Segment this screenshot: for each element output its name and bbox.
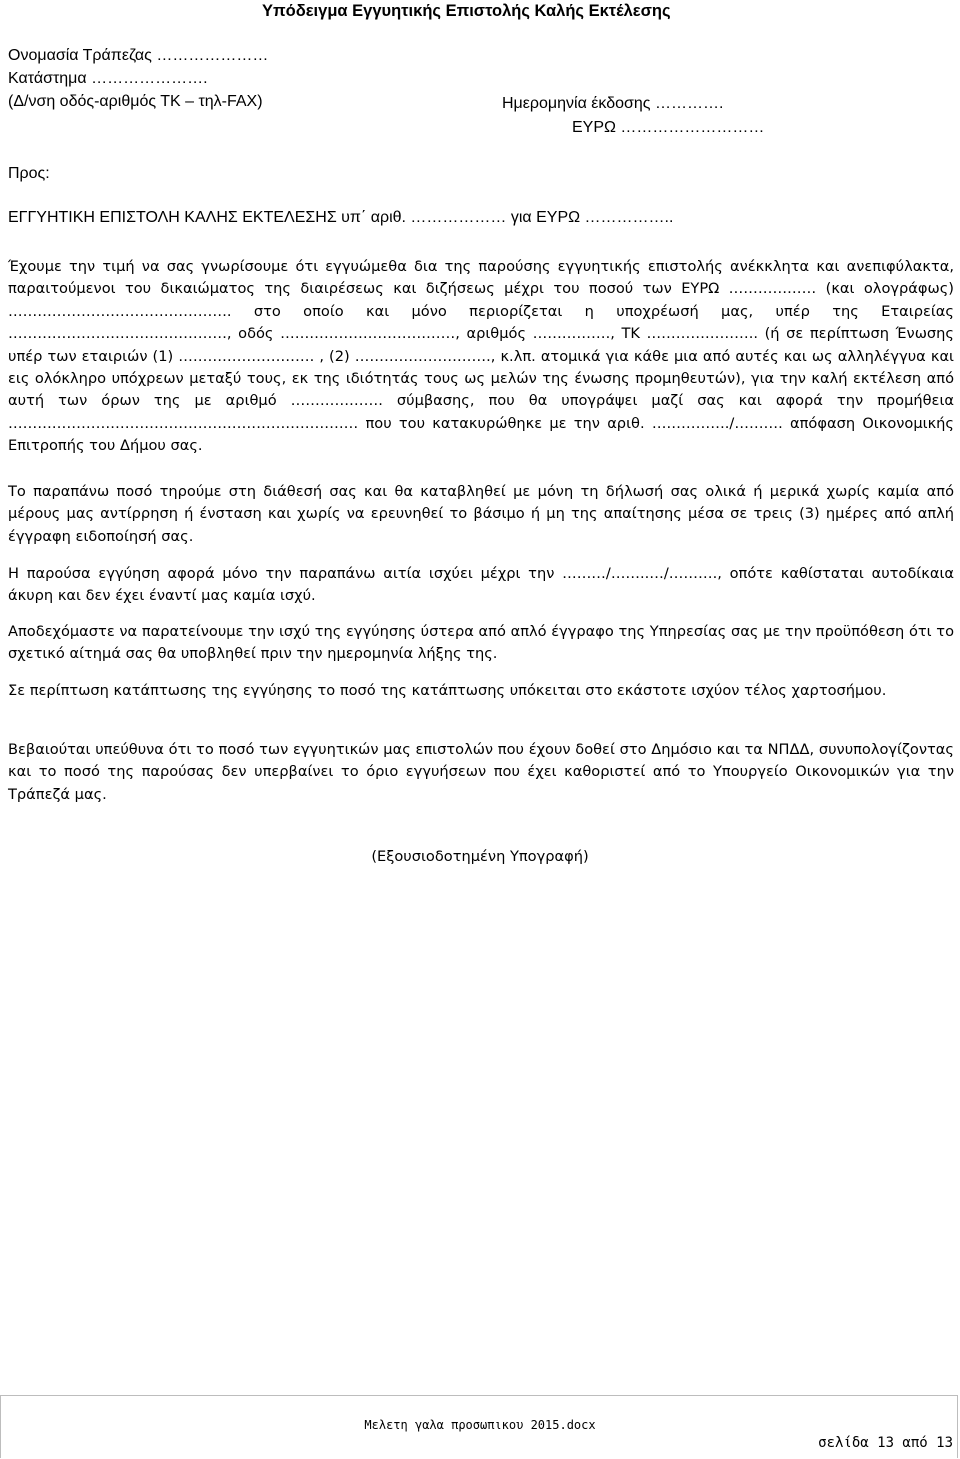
stamp-duty-paragraph: Σε περίπτωση κατάπτωσης της εγγύησης το ποσό της κατάπτωσης υπόκειται στο εκάστοτε ισχύον τέλος χαρτοσήμου. [8,682,887,699]
amount-euro-line: ΕΥΡΩ ……………………… [572,119,765,136]
recipient-label: Προς: [8,165,50,182]
document-title: Υπόδειγμα Εγγυητικής Επιστολής Καλής Εκτέλεσης [262,2,671,20]
guarantee-paragraph: Έχουμε την τιμή να σας γνωρίσουμε ότι εγγυώμεθα δια της παρούσης εγγυητικής επιστολής ανέκκλητα και ανεπιφύλακτα, παραιτούμενοι του δικαιώματος της διαιρέσεως και διζήσεως μέχρι του ποσού των ΕΥΡΩ ……………… (και ολογράφως) ………………………………………. στο οποίο και μόνο περιορίζεται η υποχρέωσή μας, υπέρ της Εταιρείας ………………………………………, οδός ………………………………, αριθμός ……………., ΤΚ ………………….. (ή σε περίπτωση Ένωσης υπέρ των εταιριών (1) ………………………. , (2) ………………………., κ.λπ. ατομικά για κάθε μια από αυτές και ως αλληλέγγυα και εις ολόκληρο υπόχρεων μεταξύ τους, εκ της ιδιότητάς τους ως μελών της ένωσης προμηθευτών), για την καλή εκτέλεση από αυτή των όρων της με αριθμό ………………. σύμβασης, που θα υπογράψει μαζί σας και αφορά την προμήθεια ……………………………………………………………… που του κατακυρώθηκε με την αριθ. ……………./………. απόφαση Οικονομικής Επιτροπής του Δήμου σας. [8,258,954,455]
bank-name-line: Ονομασία Τράπεζας ………………… [8,47,269,64]
extension-paragraph: Αποδεχόμαστε να παρατείνουμε την ισχύ της εγγύησης ύστερα από απλό έγγραφο της Υπηρεσίας σας με την προϋπόθεση ότι το σχετικό αίτημά σας θα υποβληθεί πριν την ημερομηνία λήξης της. [8,623,954,663]
issue-date-line: Ημερομηνία έκδοσης …………. [502,95,724,112]
footer-filename: Μελετη γαλα προσωπικου 2015.docx [364,1418,596,1432]
certification-paragraph: Βεβαιούται υπεύθυνα ότι το ποσό των εγγυητικών μας επιστολών που έχουν δοθεί στο Δημόσιο και τα ΝΠΔΔ, συνυπολογίζοντας και το ποσό της παρούσας δεν υπερβαίνει το όριο εγγυήσεων που έχει καθοριστεί από το Υπουργείο Οικονομικών για την Τράπεζά μας. [8,741,954,803]
footer-page-number: σελίδα 13 από 13 [818,1435,953,1451]
validity-paragraph: Η παρούσα εγγύηση αφορά μόνο την παραπάνω αιτία ισχύει μέχρι την ………/……..…/………., οπότε καθίσταται αυτοδίκαια άκυρη και δεν έχει έναντί μας καμία ισχύ. [8,565,954,605]
signature-line: (Εξουσιοδοτημένη Υπογραφή) [371,848,589,865]
letter-heading: ΕΓΓΥΗΤΙΚΗ ΕΠΙΣΤΟΛΗ ΚΑΛΗΣ ΕΚΤΕΛΕΣΗΣ υπ΄ αριθ. ……………… για ΕΥΡΩ …………….. [8,209,674,226]
branch-line: Κατάστημα …………………. [8,70,208,87]
payment-paragraph: Το παραπάνω ποσό τηρούμε στη διάθεσή σας και θα καταβληθεί με μόνη τη δήλωσή σας ολικά ή μερικά χωρίς καμία από μέρους μας αντίρρηση ή ένσταση και χωρίς να ερευνηθεί το βάσιμο ή μη της απαίτησης μέσα σε τρεις (3) ημέρες από απλή έγγραφη ειδοποίησή σας. [8,483,954,545]
address-line: (Δ/νση οδός-αριθμός ΤΚ – τηλ-FAX) [8,93,263,110]
